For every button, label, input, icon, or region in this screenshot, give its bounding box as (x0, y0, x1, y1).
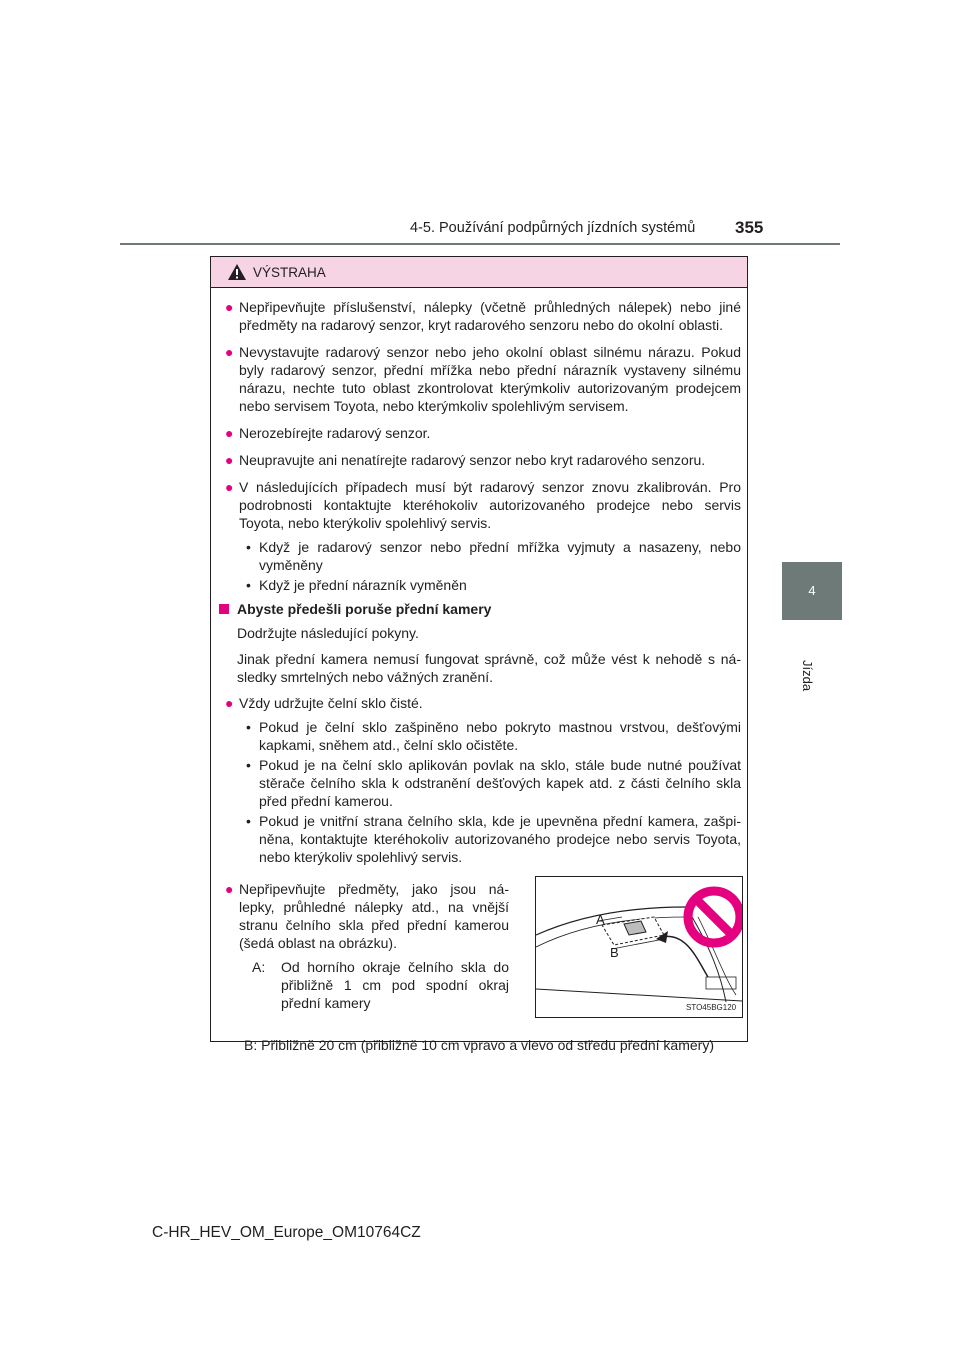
warning-title: VÝSTRAHA (253, 264, 326, 280)
figure-label-b: B (610, 945, 619, 960)
warning-icon (227, 263, 247, 281)
list-item: ● Vždy udržujte čelní sklo čisté. (225, 695, 423, 711)
page-number: 355 (735, 218, 764, 237)
chapter-label: Jízda (800, 660, 815, 692)
camera-warning-text: Jinak přední kamera nemusí fungovat správně, což může vést k nehodě s ná-sledky smrtelných nebo vážných zranění. (237, 651, 741, 685)
warning-body (211, 288, 747, 1054)
section-title: 4-5. Používání podpůrných jízdních systémů (410, 220, 696, 236)
warning-header (211, 257, 747, 288)
bullet-icon: ● (225, 479, 234, 495)
list-item: ● V následujících případech musí být radarový senzor znovu zkalibrován. Pro podrobnosti kontaktujte kteréhokoliv autorizovaného prodejce nebo servis Toyota, nebo kterýkoliv spolehlivý servis. (225, 479, 741, 531)
bullet-icon: ● (225, 425, 234, 441)
bullet-icon: ● (225, 695, 234, 711)
bullet-icon: ● (225, 344, 234, 360)
list-item: ● Neupravujte ani nenatírejte radarový senzor nebo kryt radarového senzoru. (225, 452, 706, 468)
list-item: ● Nepřipevňujte příslušenství, nálepky (včetně průhledných nálepek) nebo jiné předměty na radarový senzor, kryt radarového senzoru nebo do okolní oblasti. (225, 299, 741, 333)
list-item: ● Nevystavujte radarový senzor nebo jeho okolní oblast silnému nárazu. Pokud byly radarový senzor, přední mřížka nebo přední nárazník vystaveny silnému nárazu, nechte tuto oblast zkontrolovat kterýmkoliv autorizovaným prodejcem nebo servisem Toyota, nebo kterýmkoliv spolehlivým servisem. (225, 344, 741, 414)
list-item: ● Nerozebírejte radarový senzor. (225, 425, 431, 441)
figure-row (219, 880, 741, 1030)
camera-intro: Dodržujte následující pokyny. (237, 625, 419, 641)
list-item: ● Nepřipevňujte předměty, jako jsou ná-lepky, průhledné nálepky atd., na vnější stranu čelního skla před přední kamerou (šedá oblast na obrázku). (225, 881, 509, 951)
sub-item: • Když je přední nárazník vyměněn (246, 577, 467, 593)
square-bullet-icon (219, 604, 229, 614)
figure-label-a: A (596, 912, 605, 927)
bullet-icon: ● (225, 452, 234, 468)
sub-item: • Pokud je vnitřní strana čelního skla, kde je upevněna přední kamera, zašpi-něna, kontaktujte kteréhokoliv autorizovaného prodejce nebo servis Toyota, nebo kterýkoliv spolehlivý servis. (246, 813, 741, 865)
windshield-illustration (536, 877, 742, 1017)
figure-code: STO45BG120 (686, 1003, 737, 1012)
figure-text (219, 880, 509, 1012)
note-a: A: Od horního okraje čelního skla do přibližně 1 cm pod spodní okraj přední kamery (252, 959, 509, 1011)
sub-item: • Když je radarový senzor nebo přední mřížka vyjmuty a nasazeny, nebo vyměněny (246, 539, 741, 573)
document-code: C-HR_HEV_OM_Europe_OM10764CZ (152, 1224, 421, 1241)
windshield-figure (535, 876, 743, 1018)
chapter-tab: 4 (782, 562, 842, 620)
sub-item: • Pokud je čelní sklo zašpiněno nebo pokryto mastnou vrstvou, dešťovými kapkami, sněhem atd., čelní sklo očistěte. (246, 719, 741, 753)
bullet-icon: ● (225, 299, 234, 315)
warning-box (210, 256, 748, 1053)
note-b: B: Přibližně 20 cm (přibližně 10 cm vpravo a vlevo od středu přední kamery) (244, 1037, 714, 1053)
camera-heading: Abyste předešli poruše přední kamery (219, 600, 741, 618)
header-rule (120, 243, 840, 245)
sub-item: • Pokud je na čelní sklo aplikován povlak na sklo, stále bude nutné používat stěrače čelního skla k odstranění dešťových kapek atd. z části čelního skla před přední kamerou. (246, 757, 741, 809)
bullet-icon: ● (225, 881, 234, 897)
